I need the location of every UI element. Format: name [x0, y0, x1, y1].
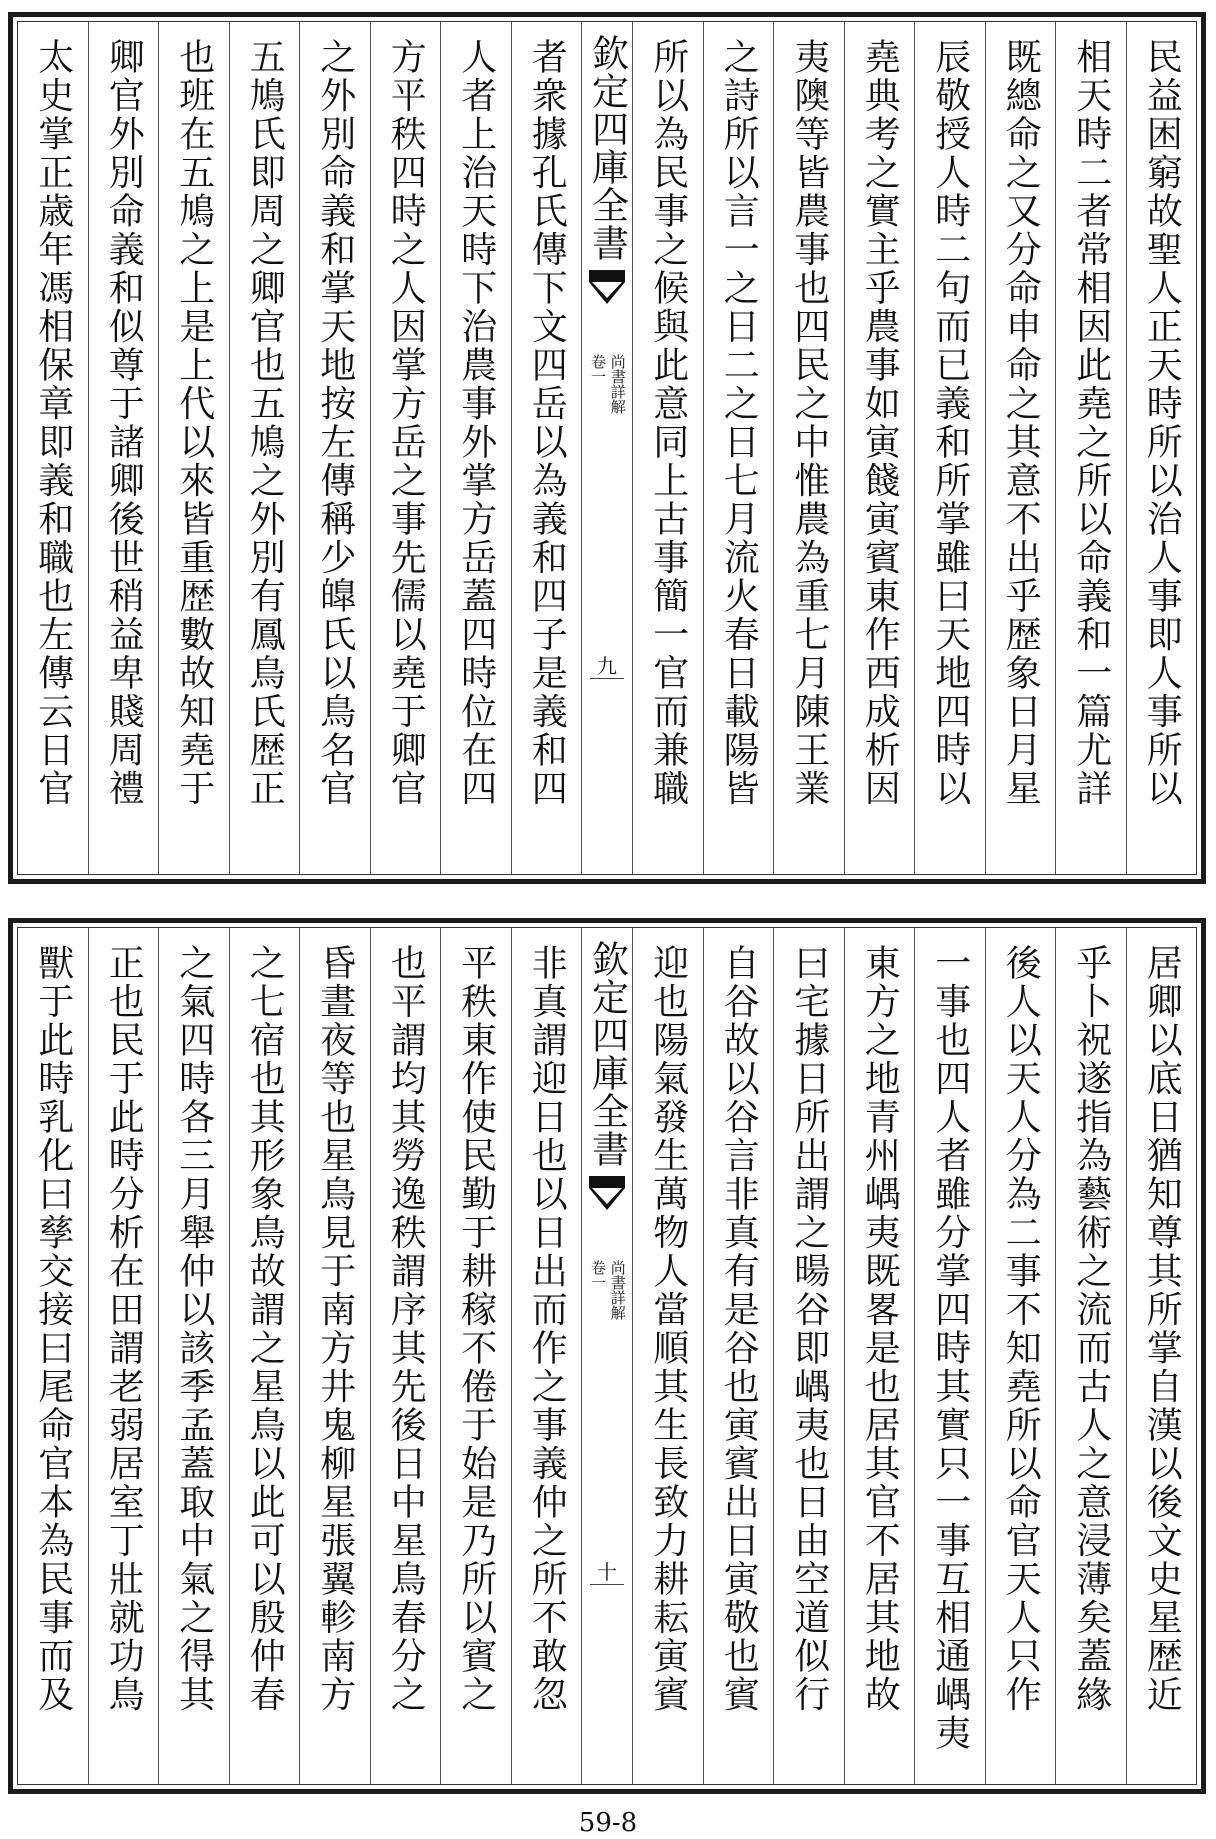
- book-info: [589, 1260, 625, 1320]
- text-column: 辰敬授人時二句而已義和所掌雖曰天地四時以: [914, 22, 985, 874]
- collection-title: 欽定四庫全書: [585, 34, 629, 262]
- text-column: 東方之地青州嵎夷既畧是也居其官不居其地故: [844, 928, 915, 1784]
- text-column: 卿官外別命義和似尊于諸卿後世稍益卑賤周禮: [88, 22, 159, 874]
- text-column: 也班在五鳩之上是上代以來皆重歴數故知堯于: [158, 22, 229, 874]
- center-fold: [581, 22, 632, 874]
- text-column: 之詩所以言一之日二之日七月流火春日載陽皆: [703, 22, 774, 874]
- text-column: 也平謂均其勞逸秩謂序其先後日中星鳥春分之: [370, 928, 441, 1784]
- lower-page: [8, 918, 1206, 1794]
- text-column: 非真謂迎日也以日出而作之事義仲之所不敢忽: [511, 928, 582, 1784]
- text-column: 昏晝夜等也星鳥見于南方井鬼柳星張翼軫南方: [299, 928, 370, 1784]
- text-column: 之七宿也其形象鳥故謂之星鳥以此可以殷仲春: [229, 928, 300, 1784]
- text-column: 迎也陽氣發生萬物人當順其生長致力耕耘寅賓: [632, 928, 703, 1784]
- text-column: 平秩東作使民勤于耕稼不倦于始是乃所以賓之: [440, 928, 511, 1784]
- lower-page-columns: [17, 927, 1197, 1785]
- text-column: 方平秩四時之人因掌方岳之事先儒以堯于卿官: [370, 22, 441, 874]
- text-column: 正也民于此時分析在田謂老弱居室丁壯就功鳥: [88, 928, 159, 1784]
- page-number: 十: [597, 1560, 617, 1584]
- text-column: 者衆據孔氏傳下文四岳以為義和四子是義和四: [511, 22, 582, 874]
- center-fold: [581, 928, 632, 1784]
- book-title: 尚書詳解: [608, 1260, 627, 1320]
- text-column: 民益困窮故聖人正天時所以治人事即人事所以: [1126, 22, 1197, 874]
- text-column: 相天時二者常相因此堯之所以命義和一篇尤詳: [1055, 22, 1126, 874]
- text-column: 既總命之又分命申命之其意不出乎歴象日月星: [985, 22, 1056, 874]
- text-column: 之氣四時各三月舉仲以該季孟蓋取中氣之得其: [158, 928, 229, 1784]
- upper-page: [8, 12, 1206, 884]
- text-column: 人者上治天時下治農事外掌方岳蓋四時位在四: [440, 22, 511, 874]
- text-column: 乎卜祝遂指為藝術之流而古人之意浸薄矣蓋緣: [1055, 928, 1126, 1784]
- text-column: 自谷故以谷言非真有是谷也寅賓出日寅敬也賓: [703, 928, 774, 1784]
- text-column: 後人以天人分為二事不知堯所以命官天人只作: [985, 928, 1056, 1784]
- text-column: 居卿以底日猶知尊其所掌自漢以後文史星歴近: [1126, 928, 1197, 1784]
- text-column: 一事也四人者雖分掌四時其實只一事互相通嵎夷: [914, 928, 985, 1784]
- text-column: 所以為民事之候與此意同上古事簡一官而兼職: [632, 22, 703, 874]
- collection-title: 欽定四庫全書: [585, 940, 629, 1168]
- fold-rule: [590, 1584, 624, 1585]
- text-column: 堯典考之實主乎農事如寅餞寅賓東作西成析因: [844, 22, 915, 874]
- text-column: 太史掌正歳年馮相保章即義和職也左傳云日官: [32, 38, 74, 808]
- footer-page-number: 59-8: [578, 1808, 638, 1838]
- fish-tail-mark-icon: [589, 1176, 625, 1254]
- text-column: 曰宅據日所出謂之暘谷即嵎夷也日由空道似行: [773, 928, 844, 1784]
- page-number: 九: [597, 654, 617, 678]
- book-info: [589, 354, 625, 414]
- volume-label: 卷一: [589, 1260, 607, 1290]
- upper-page-columns: [17, 21, 1197, 875]
- fish-tail-mark-icon: [589, 270, 625, 348]
- text-column: 夷隩等皆農事也四民之中惟農為重七月陳王業: [773, 22, 844, 874]
- volume-label: 卷一: [589, 354, 607, 384]
- text-column: 之外別命義和掌天地按左傳稱少皥氏以鳥名官: [299, 22, 370, 874]
- text-column: 五鳩氏即周之卿官也五鳩之外別有鳳鳥氏歴正: [229, 22, 300, 874]
- text-column: 獸于此時乳化曰孳交接曰尾命官本為民事而及: [32, 944, 74, 1714]
- fold-rule: [590, 678, 624, 679]
- book-title: 尚書詳解: [608, 354, 627, 414]
